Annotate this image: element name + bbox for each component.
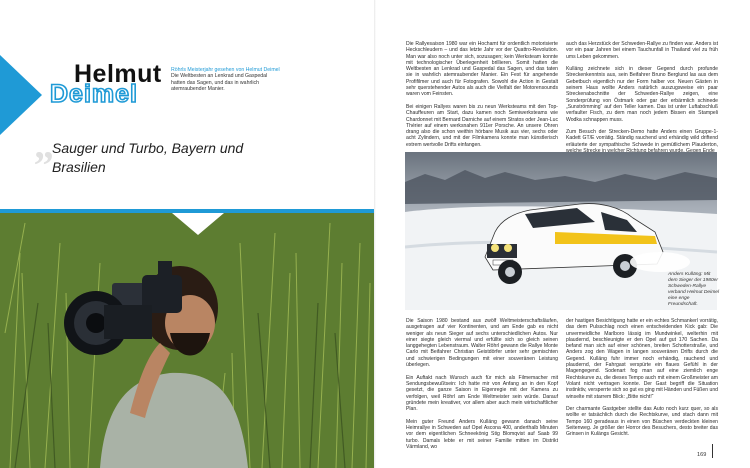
body-column-2-top: auch das Herzstück der Schweden-Rallye zu finden war. Anders ist vor ein paar Jahren bei einem Tauchunfall in Thailand viel zu früh ums Leben gekommen. Kulläng zeichnete sich in dieser Gegend durch profunde Streckenkenntnis aus, sein Beifahrer Bruno Berglund las aus dem Gebetbuch eigentlich nur der Form halber vor. Neuen Gästen in seinem Haus wollte Anders natürlich auszugsweise ein paar Streckenabschnitte der Schweden-Rallye zeigen, eine Sonderprüfung von Östmark oder gar der erbärmlich schinede „Sunströmming“ auf den Teller kamen. Das ist unter Luftabschluß verfaulter Fisch, zu dem man noch jedem Bissen ein Stampeli Wodka schnappen muss. Zum Besuch der Strecken-Demo hatte Anders einen Gruppe-1-Kadett GT/E vorrätig. Ständig rauchend und erhändig wild driftend erläuterte der sympathische Schwede in gemütlichem Plauderton,: [566, 41, 718, 148]
intro-highlight: Röhrls Meisterjahr gesehen von Helmut Deimel: [171, 67, 280, 73]
photographer-photo: [0, 213, 374, 468]
body-column-1-top: Die Rallyesaison 1980 war ein Hochamt für ordentlich motorisierte Heckschleudern – und das letzte Jahr vor der Quattro-Revolution. Man war also noch unter sich, sozusagen; kein Werksteam konnte mit technologischer Überlegenheit brillieren. Somit hatten die Weltbesten an Lenkrad und Gaspedal das Sagen, und das taten sie in wahrlich atemraubender Manier. Ein Fest für angehende Profifilmer und auch für Fotografen. Sowohl die Action in Gestalt sehr querstehender Autos als auch die Vielfalt der Motorensounds waren vom Feinsten. Bei einigen Rallyes waren bis zu neun Werksteams mit den Top-Chauffeuren am Start, dazu kamen noch Semiwerksteams wie Chardonnet mit Bernard Darniche auf einem Stratos oder Jean-Luc Thérier auf einem werksnahen 911er Porsche. An unsere Ohren drang also die schon weithin hörbare Musik aus vier, sechs oder acht Zylindern, und mit der Filmkamera konnte man künstlerisch extrem wertvolle Drifts einfangen.: [406, 41, 558, 148]
photographer-illustration: [0, 213, 374, 468]
photo-notch: [172, 213, 224, 235]
page-number-rule: [712, 444, 713, 458]
quote-mark: „: [34, 122, 54, 167]
body-column-1-bottom: Die Saison 1980 bestand aus zwölf Weltmeisterschaftsläufen, ausgetragen auf vier Kontinenten, und am Ende gab es nicht weniger als neun Sieger auf sechs unterschiedlichen Autos. Nur einer siegte gleich viermal und erfüllte sich so gleich seinen langgehegten Lebenstraum. Walter Röhrl gewann die Rallye Monte Carlo mit Beifahrer Christian Geistdörfer unter sehr gemischten und schwierigen Bedingungen mit einer souveränen Leistung überlegen. Ein Auftakt nach Wunsch auch für mich als Filmemacher mit Sendungsbewußtsein: Ich hatte mir von Anfang an in den Kopf gesetzt, die ganze Saison in Eigenregie mit der Kamera zu verfolgen, weil Röhrl am Ende Weltmeister sein würde. Darauf gründete mein kreativer, vor allem aber auch mein wirtschaftlicher Plan. Mein guter Freund Anders Kulläng gewann danach seine Heimrallye in Schweden auf Opel Ascona 400, anderthalb Minuten vor dem eigentlichen Schneekönig Stig Blomqvist auf Saab 99 turbo. Damals lebte er mit seiner Familie mitten im Distrikt Värmland, wo: [406, 318, 558, 450]
intro-body: Die Weltbesten an Lenkrad und Gaspedal hatten das Sagen, und das in wahrlich atemraubender Manier.: [171, 73, 268, 93]
body-column-2-bottom: der hastigen Besichtigung hatte er ein echtes Schmankerl vorrätig, das dem Pulsschlag noch einen entscheidenden Kick gab: Die unvermeidliche Marlboro lässig im Mundwinkel, welterhin mit plaudernd, beschleunigte er den Opel auf gut 170 Sachen. Da befand man sich auf einer schönen, breiten Schotterstraße, und Anders zog den Wagen in langen souveränen Drifts durch die Gegend. Kulläng fuhr immer noch erhändig, rauchend und plaudernd, der Fahrgast verspürte ein flaues Gefühl in der Magengegend. Sodenart fog man auf eine ziemlich enge Rechtskurve zu, die dieses Tempo auch mit einem Großmeister am Volant nicht vertragen konnte. Der Gast begriff die Situation instinktiv, versperrte sich so gut es ging mit Händen und Füßen und winselte mit starrem Blick: „Bitte nicht!“ Der charmante Gastgeber stellte das Auto noch kurz quer, so als wollte er tatsächlich durch die Rechtskurve, und stach dann mit Tempo 160 geradeaus in einen von Büschen verdeckten kleinen Seitenweg. Je größer der Horror des Besuchers, desto breiter das Grinsen in Kulängs Gesicht.: [566, 318, 718, 438]
intro-text: [171, 67, 281, 93]
title-last-name: Deimel: [50, 80, 138, 108]
page-gutter: [374, 0, 376, 468]
section-heading: Sauger und Turbo, Bayern und Brasilien: [52, 140, 244, 175]
page-number: 169: [697, 452, 707, 458]
photo-caption: Anders Kulläng: Mit dem Sieger der 1980er Schweden-Rallye verband Helmut Deimel eine enge Freundschaft.: [668, 272, 720, 307]
title-first-name: Helmut: [74, 60, 162, 88]
